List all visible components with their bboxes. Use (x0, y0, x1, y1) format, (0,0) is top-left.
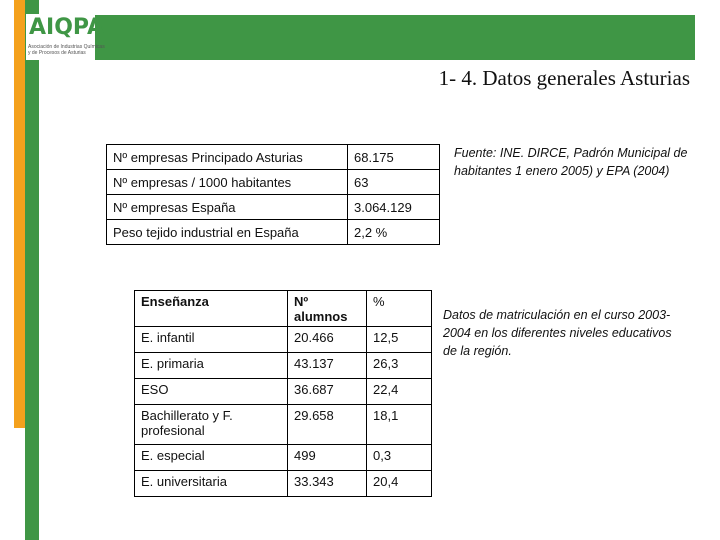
education-table (134, 290, 432, 497)
level-percent: 20,4 (367, 471, 432, 497)
level-alumnos: 36.687 (288, 379, 367, 405)
level-name: ESO (135, 379, 288, 405)
table-row (135, 379, 432, 405)
row-label: Nº empresas España (107, 195, 348, 220)
level-name: E. infantil (135, 327, 288, 353)
header-band (95, 15, 695, 60)
header-ensenanza: Enseñanza (135, 291, 288, 327)
level-percent: 26,3 (367, 353, 432, 379)
row-value: 63 (348, 170, 440, 195)
table-row (135, 471, 432, 497)
table-row (107, 195, 440, 220)
table-row (135, 405, 432, 445)
table-header-row (135, 291, 432, 327)
level-alumnos: 43.137 (288, 353, 367, 379)
level-alumnos: 33.343 (288, 471, 367, 497)
logo-name: AIQPA (29, 15, 105, 40)
source-note: Fuente: INE. DIRCE, Padrón Municipal de habitantes 1 enero 2005) y EPA (2004) (454, 146, 688, 178)
level-alumnos: 499 (288, 445, 367, 471)
logo-subtitle-line1: Asociación de Industrias Químicas (28, 44, 105, 50)
table-row (107, 220, 440, 245)
table-row (107, 145, 440, 170)
level-name: E. primaria (135, 353, 288, 379)
level-name: Bachillerato y F. profesional (135, 405, 288, 445)
table-row (135, 445, 432, 471)
row-value: 68.175 (348, 145, 440, 170)
row-value: 2,2 % (348, 220, 440, 245)
level-percent: 12,5 (367, 327, 432, 353)
row-label: Nº empresas / 1000 habitantes (107, 170, 348, 195)
level-alumnos: 29.658 (288, 405, 367, 445)
green-accent-bar (25, 0, 39, 540)
table-row (135, 353, 432, 379)
level-percent: 18,1 (367, 405, 432, 445)
header-alumnos: Nº alumnos (288, 291, 367, 327)
level-percent: 0,3 (367, 445, 432, 471)
table-row (135, 327, 432, 353)
logo-subtitle-line2: y de Procesos de Asturias (28, 50, 86, 56)
level-name: E. especial (135, 445, 288, 471)
row-value: 3.064.129 (348, 195, 440, 220)
row-label: Peso tejido industrial en España (107, 220, 348, 245)
aiqpa-logo (26, 14, 105, 60)
header-percent: % (367, 291, 432, 327)
education-note: Datos de matriculación en el curso 2003-2004 en los diferentes niveles educativos de la región. (443, 308, 672, 358)
level-name: E. universitaria (135, 471, 288, 497)
general-data-table (106, 144, 440, 245)
slide-title: 1- 4. Datos generales Asturias (438, 66, 690, 90)
level-alumnos: 20.466 (288, 327, 367, 353)
level-percent: 22,4 (367, 379, 432, 405)
orange-accent-bar (14, 0, 25, 428)
row-label: Nº empresas Principado Asturias (107, 145, 348, 170)
table-row (107, 170, 440, 195)
